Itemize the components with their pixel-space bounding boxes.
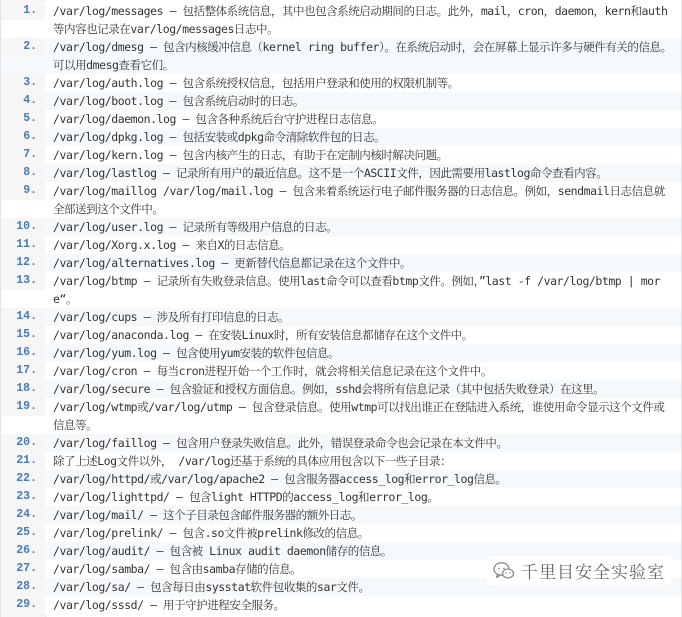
line-number: 7. <box>1 146 45 164</box>
line-text: /var/log/cups – 涉及所有打印信息的日志。 <box>53 310 290 324</box>
line-text: /var/log/alternatives.log – 更新替代信息都记录在这个文件中。 <box>53 256 412 270</box>
list-item <box>1 326 681 344</box>
line-text: /var/log/faillog – 包含用户登录失败信息。此外，错误登录命令也会记录在本文件中。 <box>53 436 508 450</box>
line-text: /var/log/dpkg.log – 包括安装或dpkg命令清除软件包的日志。 <box>53 130 386 144</box>
listing-rows <box>1 2 681 614</box>
line-text: /var/log/sssd/ – 用于守护进程安全服务。 <box>53 598 285 612</box>
line-text: /var/log/lastlog – 记录所有用户的最近信息。这不是一个ASCII文件，因此需要用lastlog命令查看内容。 <box>53 166 608 180</box>
line-number: 14. <box>1 308 45 326</box>
line-text: /var/log/anaconda.log – 在安装Linux时，所有安装信息都储存在这个文件中。 <box>53 328 473 342</box>
line-text: /var/log/lighttpd/ – 包含light HTTPD的access_log和error_log。 <box>53 490 439 504</box>
line-text: /var/log/yum.log – 包含使用yum安装的软件包信息。 <box>53 346 340 360</box>
list-item <box>1 110 681 128</box>
line-number: 28. <box>1 578 45 596</box>
line-text: /var/log/samba/ – 包含由samba存储的信息。 <box>53 562 302 576</box>
line-number: 12. <box>1 254 45 272</box>
line-text: /var/log/user.log – 记录所有等级用户信息的日志。 <box>53 220 338 234</box>
list-item <box>1 434 681 452</box>
line-number: 13. <box>1 272 45 290</box>
line-number: 25. <box>1 524 45 542</box>
list-item <box>1 470 681 488</box>
list-item <box>1 596 681 614</box>
list-item <box>1 398 681 434</box>
list-item <box>1 38 681 74</box>
line-text: /var/log/prelink/ – 包含.so文件被prelink修改的信息。 <box>53 526 369 540</box>
line-number: 9. <box>1 182 45 200</box>
list-item <box>1 164 681 182</box>
line-number: 15. <box>1 326 45 344</box>
list-item <box>1 362 681 380</box>
list-item <box>1 236 681 254</box>
list-item <box>1 272 681 308</box>
line-text: /var/log/sa/ – 包含每日由sysstat软件包收集的sar文件。 <box>53 580 370 594</box>
line-number: 1. <box>1 2 45 20</box>
line-number: 3. <box>1 74 45 92</box>
list-item <box>1 308 681 326</box>
line-number: 19. <box>1 398 45 416</box>
line-text: /var/log/maillog /var/log/mail.log – 包含来着系统运行电子邮件服务器的日志信息。例如，sendmail日志信息就全部送到这个文件中。 <box>53 184 665 216</box>
line-text: /var/log/Xorg.x.log – 来自X的日志信息。 <box>53 238 291 252</box>
line-number: 26. <box>1 542 45 560</box>
list-item <box>1 506 681 524</box>
list-item <box>1 488 681 506</box>
line-number: 8. <box>1 164 45 182</box>
line-text: /var/log/boot.log – 包含系统启动时的日志。 <box>53 94 305 108</box>
line-number: 23. <box>1 488 45 506</box>
line-number: 18. <box>1 380 45 398</box>
list-item <box>1 74 681 92</box>
list-item <box>1 182 681 218</box>
line-text: 除了上述Log文件以外， /var/log还基于系统的具体应用包含以下一些子目录： <box>53 454 452 468</box>
watermark-text: 千里目安全实验室 <box>521 563 665 583</box>
line-number: 24. <box>1 506 45 524</box>
line-text: /var/log/secure – 包含验证和授权方面信息。例如，sshd会将所有信息记录（其中包括失败登录）在这里。 <box>53 382 605 396</box>
list-item <box>1 92 681 110</box>
line-number: 4. <box>1 92 45 110</box>
watermark <box>487 556 671 585</box>
line-number: 16. <box>1 344 45 362</box>
line-number: 21. <box>1 452 45 470</box>
line-text: /var/log/wtmp或/var/log/utmp – 包含登录信息。使用wtmp可以找出谁正在登陆进入系统，谁使用命令显示这个文件或信息等。 <box>53 400 665 432</box>
line-number: 2. <box>1 38 45 56</box>
line-number: 17. <box>1 362 45 380</box>
line-text: /var/log/dmesg – 包含内核缓冲信息（kernel ring buffer）。在系统启动时，会在屏幕上显示许多与硬件有关的信息。可以用dmesg查看它们。 <box>53 40 672 72</box>
line-text: /var/log/cron – 每当cron进程开始一个工作时，就会将相关信息记录在这个文件中。 <box>53 364 492 378</box>
list-item <box>1 524 681 542</box>
line-text: /var/log/auth.log – 包含系统授权信息，包括用户登录和使用的权限机制等。 <box>53 76 459 90</box>
line-text: /var/log/kern.log – 包含内核产生的日志，有助于在定制内核时解决问题。 <box>53 148 448 162</box>
wechat-icon <box>493 561 515 581</box>
line-text: /var/log/audit/ – 包含被 Linux audit daemon储存的信息。 <box>53 544 392 558</box>
list-item <box>1 380 681 398</box>
list-item <box>1 218 681 236</box>
list-item <box>1 2 681 38</box>
line-text: /var/log/mail/ – 这个子目录包含邮件服务器的额外日志。 <box>53 508 362 522</box>
list-item <box>1 452 681 470</box>
list-item <box>1 344 681 362</box>
list-item <box>1 254 681 272</box>
list-item <box>1 128 681 146</box>
line-text: /var/log/messages – 包括整体系统信息，其中也包含系统启动期间的日志。此外，mail，cron，daemon，kern和auth等内容也记录在var/log/messages日志中。 <box>53 4 668 36</box>
line-number: 29. <box>1 596 45 614</box>
line-text: /var/log/btmp – 记录所有失败登录信息。使用last命令可以查看btmp文件。例如，”last -f /var/log/btmp | more“。 <box>53 274 661 306</box>
line-number: 22. <box>1 470 45 488</box>
line-number: 5. <box>1 110 45 128</box>
line-number: 6. <box>1 128 45 146</box>
line-number: 10. <box>1 218 45 236</box>
line-number: 20. <box>1 434 45 452</box>
list-item <box>1 146 681 164</box>
line-text: /var/log/daemon.log – 包含各种系统后台守护进程日志信息。 <box>53 112 384 126</box>
line-text: /var/log/httpd/或/var/log/apache2 – 包含服务器access_log和error_log信息。 <box>53 472 507 486</box>
line-number: 11. <box>1 236 45 254</box>
line-number: 27. <box>1 560 45 578</box>
